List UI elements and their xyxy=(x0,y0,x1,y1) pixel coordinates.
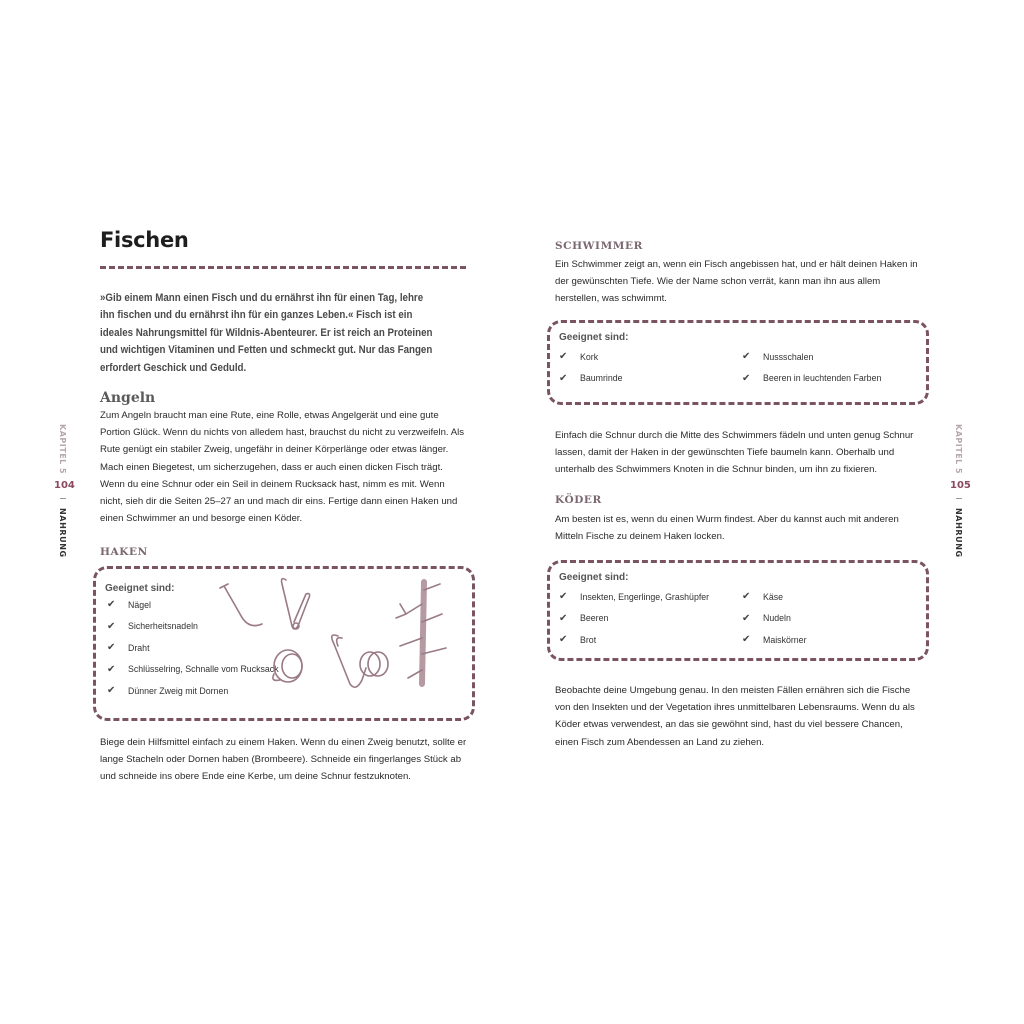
koeder-heading: KÖDER xyxy=(555,494,602,506)
check-icon: ✔ xyxy=(107,685,116,697)
check-icon: ✔ xyxy=(559,612,568,624)
list-item: ✔ Insekten, Engerlinge, Grashüpfer xyxy=(559,591,710,603)
page-number: 104 xyxy=(54,480,75,491)
list-item: ✔ Nägel xyxy=(107,599,151,611)
check-icon: ✔ xyxy=(742,351,751,363)
thorny-twig-icon xyxy=(396,582,446,684)
list-item: ✔ Schlüsselring, Schnalle vom Rucksack xyxy=(107,663,279,675)
koeder-paragraph: Am besten ist es, wenn du einen Wurm findest. Aber du kannst auch mit anderen Mitteln Fische zu deinem Haken locken. xyxy=(555,514,899,543)
schwimmer-box-label: Geeignet sind: xyxy=(559,332,629,343)
check-icon: ✔ xyxy=(559,372,568,384)
list-item: ✔ Beeren in leuchtenden Farben xyxy=(742,372,882,384)
schwimmer-list-col2 xyxy=(742,346,881,389)
schwimmer-list-col1 xyxy=(559,346,623,389)
side-separator xyxy=(956,498,962,499)
right-page xyxy=(512,0,1024,1024)
haken-box-label: Geeignet sind: xyxy=(105,583,175,594)
haken-heading: HAKEN xyxy=(100,546,148,558)
section-label: NAHRUNG xyxy=(58,508,67,558)
check-icon: ✔ xyxy=(107,663,116,675)
koeder-list-col1 xyxy=(559,586,709,651)
check-icon: ✔ xyxy=(742,612,751,624)
check-icon: ✔ xyxy=(559,634,568,646)
title-divider xyxy=(100,266,466,269)
check-icon: ✔ xyxy=(742,372,751,384)
key-ring-icon xyxy=(273,650,302,682)
haken-paragraph: Biege dein Hilfsmittel einfach zu einem Haken. Wenn du einen Zweig benutzt, sollte er lange Stacheln oder Dornen haben (Brombeere). Schneide ein fingerlanges Stück ab und schneide ins obere Ende eine Kerbe, um deine Schnur festzuknoten. xyxy=(100,737,467,783)
angeln-heading: Angeln xyxy=(100,390,156,406)
beobachte-paragraph: Beobachte deine Umgebung genau. In den meisten Fällen ernähren sich die Fische von den Insekten und der Vegetation ihres unmittelbaren Lebensraums. Wenn du als Köder etwas verwendest, an das sie gewöhnt sind, hast du viel bessere Chancen, einen Fisch zum Abendessen an Land zu ziehen. xyxy=(555,685,915,748)
check-icon: ✔ xyxy=(742,591,751,603)
check-icon: ✔ xyxy=(559,591,568,603)
koeder-box-label: Geeignet sind: xyxy=(559,572,629,583)
check-icon: ✔ xyxy=(559,351,568,363)
intro-paragraph: »Gib einem Mann einen Fisch und du ernährst ihn für einen Tag, lehre ihn fischen und du ernährst ihn für ein ganzes Leben.« Fisch ist ein ideales Nahrungsmittel für Wildnis-Abenteurer. Er ist reich an Proteinen und wichtigen Vitaminen und Fetten und schmeckt gut. Nur das Fangen erfordert Geschick und Geduld. xyxy=(100,292,433,374)
schwimmer-box xyxy=(547,320,929,405)
list-item: ✔ Draht xyxy=(107,642,150,654)
safety-pin-icon xyxy=(282,579,310,629)
page-number: 105 xyxy=(950,480,971,491)
page-title: Fischen xyxy=(100,228,189,252)
angeln-paragraph: Zum Angeln braucht man eine Rute, eine Rolle, etwas Angelgerät und eine gute Portion Glück. Wenn du nichts von alledem hast, brauchst du nicht zu verzweifeln. Als Rute genügt ein stabiler Zweig, ungefähr in deiner Körperlänge oder etwas länger. Mach einen Biegetest, um sicherzugehen, dass er auch einen dicken Fisch trägt. Wenn du eine Schnur oder ein Seil in deinem Rucksack hast, nimm es mit. Wenn nicht, sieh dir die Seiten 25–27 an und mach dir eins. Fertige dann einen Haken und einen Schwimmer an und besorge einen Köder. xyxy=(100,410,465,525)
hook-sketches-illustration xyxy=(210,574,455,694)
list-item: ✔ Käse xyxy=(742,591,784,603)
list-item: ✔ Beeren xyxy=(559,612,609,624)
schwimmer-paragraph: Ein Schwimmer zeigt an, wenn ein Fisch angebissen hat, und er hält deinen Haken in der gewünschten Tiefe. Wie der Name schon verrät, kann man ihn aus allem herstellen, was schwimmt. xyxy=(555,259,918,305)
side-separator xyxy=(60,498,66,499)
list-item: ✔ Brot xyxy=(559,634,597,646)
koeder-box xyxy=(547,560,929,661)
chapter-label: KAPITEL 5 xyxy=(954,424,963,475)
list-item: ✔ Kork xyxy=(559,351,599,363)
schnur-paragraph: Einfach die Schnur durch die Mitte des Schwimmers fädeln und unten genug Schnur lassen, damit der Haken in der gewünschten Tiefe baumeln kann. Oberhalb und unterhalb des Schwimmers Knoten in die Schnur binden, um ihn zu fixieren. xyxy=(555,430,914,476)
list-item: ✔ Baumrinde xyxy=(559,372,623,384)
check-icon: ✔ xyxy=(742,634,751,646)
schwimmer-heading: SCHWIMMER xyxy=(555,240,643,252)
list-item: ✔ Nussschalen xyxy=(742,351,814,363)
list-item: ✔ Dünner Zweig mit Dornen xyxy=(107,685,229,697)
section-label: NAHRUNG xyxy=(954,508,963,558)
check-icon: ✔ xyxy=(107,620,116,632)
list-item: ✔ Nudeln xyxy=(742,612,791,624)
check-icon: ✔ xyxy=(107,599,116,611)
list-item: ✔ Maiskörner xyxy=(742,634,807,646)
chapter-label: KAPITEL 5 xyxy=(58,424,67,475)
koeder-list-col2 xyxy=(742,586,807,651)
check-icon: ✔ xyxy=(107,642,116,654)
nail-icon xyxy=(220,584,262,626)
list-item: ✔ Sicherheitsnadeln xyxy=(107,620,198,632)
